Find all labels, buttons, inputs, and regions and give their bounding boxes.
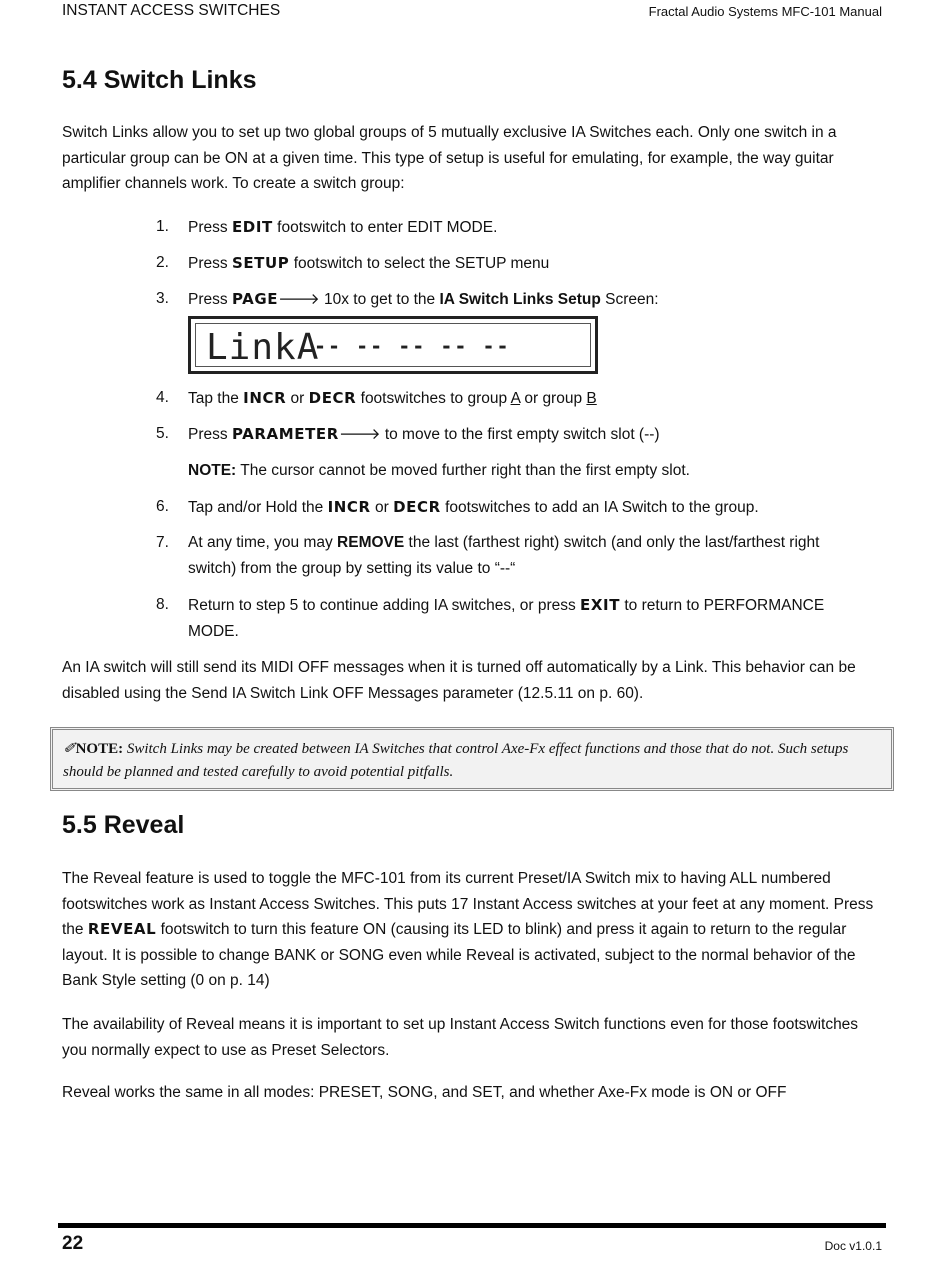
pencil-icon: ✐ [63,741,76,757]
footswitch-edit: EDIT [231,218,273,236]
note-callout: ✐NOTE: Switch Links may be created between IA Switches that control Axe-Fx effect functions and those that do not. Such setups should be planned and tested carefully to avoid potential pitfalls. [50,727,894,791]
reveal-paragraph-2: The availability of Reveal means it is important to set up Instant Access Switch functions even for those footswitches you normally expect to use as Preset Selectors. [62,1016,859,1059]
running-header-section: INSTANT ACCESS SWITCHES [62,2,281,19]
footswitch-page: PAGE [231,290,279,308]
section-heading-switch-links: 5.4 Switch Links [62,66,257,94]
footswitch-incr: INCR [327,498,371,516]
footswitch-decr: DECR [308,389,357,407]
footswitch-setup: SETUP [231,254,290,272]
switch-links-off-messages: An IA switch will still send its MIDI OFF messages when it is turned off automatically by a Link. This behavior can be disabled using the Send IA Switch Link OFF Messages parameter (12.5.11 on p. 60). [62,659,856,702]
switch-links-intro: Switch Links allow you to set up two global groups of 5 mutually exclusive IA Switches each. Only one switch in a particular group can be ON at a given time. This type of setup is useful for emulating, for example, the way guitar amplifier channels work. To create a switch group: [62,124,837,192]
page-number: 22 [62,1233,84,1254]
reveal-paragraph-1: The Reveal feature is used to toggle the MFC-101 from its current Preset/IA Switch mix to having ALL numbered footswitches work as Instant Access Switches. This puts 17 Instant Access switches at your feet at any moment. Press the REVEAL footswitch to turn this feature ON (causing its LED to blink) and press it again to return to the regular layout. It is possible to change BANK or SONG even while Reveal is activated, subject to the normal behavior of the Bank Style setting (0 on p. 14) [62,870,874,989]
lcd-link-label: LinkA [206,327,320,368]
reveal-paragraph-3: Reveal works the same in all modes: PRESET, SONG, and SET, and whether Axe-Fx mode is ON or OFF [62,1084,787,1101]
footswitch-decr: DECR [393,498,441,516]
arrow-right-icon: 🡒 [278,291,320,308]
running-header-manual: Fractal Audio Systems MFC-101 Manual [648,4,882,19]
footswitch-incr: INCR [243,389,287,407]
footswitch-parameter: PARAMETER [231,425,339,443]
lcd-screen-illustration [188,316,598,374]
section-heading-reveal: 5.5 Reveal [62,811,185,839]
footswitch-reveal: REVEAL [87,920,157,938]
footswitch-exit: EXIT [580,596,621,614]
footer-rule [58,1223,886,1228]
arrow-right-icon: 🡒 [338,426,381,443]
doc-version: Doc v1.0.1 [824,1239,882,1253]
lcd-slots: -- -- -- -- -- [314,334,511,358]
